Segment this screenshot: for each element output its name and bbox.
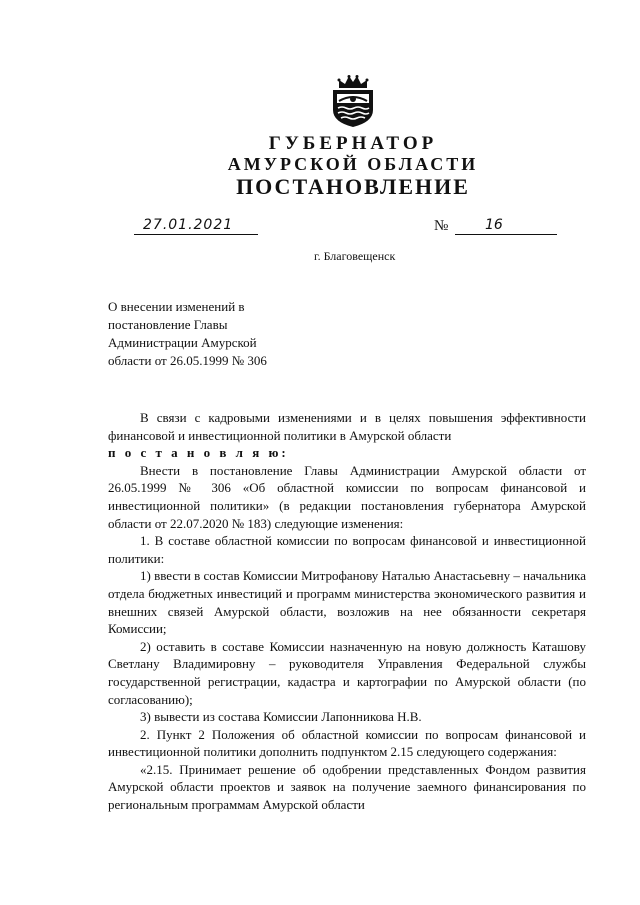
number-sign: № — [434, 218, 449, 234]
document-number: 16 — [485, 217, 503, 233]
item-1-1-paragraph: 1) ввести в состав Комиссии Митрофанову Наталью Анастасьевну – начальника отдела бюджетных инвестиций и программ министерства экономического развития и внешних связей Амурской области, возложив на нее обязанности секретаря Комиссии; — [108, 568, 586, 637]
subject-line: постановление Главы — [108, 317, 228, 332]
subject-line: О внесении изменений в — [108, 299, 245, 314]
item-1-paragraph: 1. В составе областной комиссии по вопросам финансовой и инвестиционной политики: — [108, 533, 586, 566]
item-1-3-paragraph: 3) вывести из состава Комиссии Лапонникова Н.В. — [140, 709, 422, 725]
item-2-paragraph: 2. Пункт 2 Положения об областной комиссии по вопросам финансовой и инвестиционной политики дополнить подпунктом 2.15 следующего содержания: — [108, 726, 586, 760]
subject-line: Администрации Амурской — [108, 335, 257, 350]
document-type-title: ПОСТАНОВЛЕНИЕ — [236, 174, 470, 199]
region-title: АМУРСКОЙ ОБЛАСТИ — [227, 154, 479, 174]
item-1-2-paragraph: 2) оставить в составе Комиссии назначенную на новую должность Каташову Светлану Владимировну – руководителя Управления Федеральной службы государственной регистрации, кадастра и картографии по Амурской области (по согласованию); — [108, 638, 586, 707]
number-underline — [455, 218, 557, 235]
coat-of-arms-icon — [329, 74, 377, 128]
document-body — [108, 409, 586, 814]
item-2-15-paragraph: «2.15. Принимает решение об одобрении представленных Фондом развития Амурской области проектов и заявок на получение заемного финансирования по региональным программам Амурской области — [108, 761, 586, 813]
document-date: 27.01.2021 — [143, 217, 234, 233]
decree-word: п о с т а н о в л я ю: — [108, 445, 289, 461]
intro-paragraph: Внести в постановление Главы Администрации Амурской области от 26.05.1999 № 306 «Об областной комиссии по вопросам финансовой и инвестиционной политики» (в редакции постановления губернатора Амурской области от 22.07.2020 № 183) следующие изменения: — [108, 462, 586, 531]
subject-line: области от 26.05.1999 № 306 — [108, 353, 267, 368]
governor-title: ГУБЕРНАТОР — [268, 133, 438, 154]
document-subject — [108, 298, 308, 370]
city-name: г. Благовещенск — [314, 249, 396, 263]
preamble-paragraph: В связи с кадровыми изменениями и в целях повышения эффективности финансовой и инвестиционной политики в Амурской области — [108, 410, 586, 443]
